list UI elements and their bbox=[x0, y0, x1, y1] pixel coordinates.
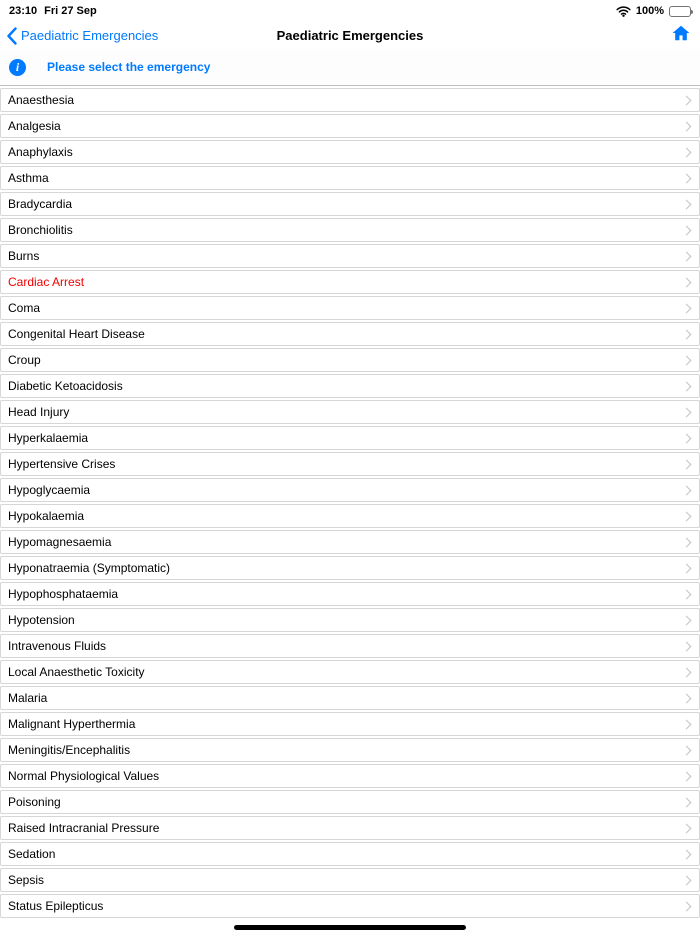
list-item[interactable] bbox=[0, 426, 700, 450]
list-item[interactable] bbox=[0, 218, 700, 242]
chevron-right-icon bbox=[682, 849, 692, 859]
list-item[interactable] bbox=[0, 140, 700, 164]
list-item-label: Congenital Heart Disease bbox=[8, 327, 145, 341]
list-item-label: Bronchiolitis bbox=[8, 223, 73, 237]
chevron-right-icon bbox=[682, 771, 692, 781]
chevron-right-icon bbox=[682, 121, 692, 131]
chevron-right-icon bbox=[682, 901, 692, 911]
list-item[interactable] bbox=[0, 348, 700, 372]
chevron-right-icon bbox=[682, 875, 692, 885]
chevron-right-icon bbox=[682, 589, 692, 599]
list-item[interactable] bbox=[0, 842, 700, 866]
emergency-list bbox=[0, 86, 700, 918]
list-item-label: Head Injury bbox=[8, 405, 70, 419]
chevron-right-icon bbox=[682, 563, 692, 573]
wifi-icon bbox=[616, 6, 631, 17]
list-item-label: Malignant Hyperthermia bbox=[8, 717, 136, 731]
chevron-right-icon bbox=[682, 485, 692, 495]
list-item[interactable] bbox=[0, 790, 700, 814]
chevron-right-icon bbox=[682, 667, 692, 677]
status-bar bbox=[0, 0, 700, 22]
home-icon bbox=[672, 25, 690, 46]
list-item[interactable] bbox=[0, 478, 700, 502]
list-item-label: Diabetic Ketoacidosis bbox=[8, 379, 123, 393]
chevron-right-icon bbox=[682, 407, 692, 417]
list-item-label: Local Anaesthetic Toxicity bbox=[8, 665, 145, 679]
list-item-label: Meningitis/Encephalitis bbox=[8, 743, 131, 757]
list-item-label: Hyperkalaemia bbox=[8, 431, 89, 445]
back-button[interactable] bbox=[6, 22, 158, 49]
chevron-right-icon bbox=[682, 199, 692, 209]
chevron-left-icon bbox=[6, 27, 17, 45]
list-item[interactable] bbox=[0, 244, 700, 268]
info-icon: i bbox=[9, 59, 26, 76]
chevron-right-icon bbox=[682, 251, 692, 261]
battery-percent: 100% bbox=[635, 5, 664, 17]
list-item[interactable] bbox=[0, 660, 700, 684]
list-item-label: Normal Physiological Values bbox=[8, 769, 160, 783]
list-item[interactable] bbox=[0, 166, 700, 190]
list-item-label: Cardiac Arrest bbox=[8, 275, 85, 289]
status-date: Fri 27 Sep bbox=[44, 5, 97, 17]
chevron-right-icon bbox=[682, 641, 692, 651]
list-item[interactable] bbox=[0, 452, 700, 476]
chevron-right-icon bbox=[682, 537, 692, 547]
list-item-label: Burns bbox=[8, 249, 40, 263]
list-item[interactable] bbox=[0, 192, 700, 216]
chevron-right-icon bbox=[682, 745, 692, 755]
chevron-right-icon bbox=[682, 329, 692, 339]
list-item[interactable] bbox=[0, 114, 700, 138]
list-item-label: Raised Intracranial Pressure bbox=[8, 821, 160, 835]
chevron-right-icon bbox=[682, 355, 692, 365]
list-item[interactable] bbox=[0, 712, 700, 736]
list-item[interactable] bbox=[0, 634, 700, 658]
list-item[interactable] bbox=[0, 400, 700, 424]
list-item-label: Croup bbox=[8, 353, 41, 367]
list-item-label: Hypertensive Crises bbox=[8, 457, 116, 471]
list-item[interactable] bbox=[0, 556, 700, 580]
list-item-label: Coma bbox=[8, 301, 41, 315]
chevron-right-icon bbox=[682, 303, 692, 313]
list-item[interactable] bbox=[0, 894, 700, 918]
chevron-right-icon bbox=[682, 147, 692, 157]
list-item[interactable] bbox=[0, 582, 700, 606]
list-item[interactable] bbox=[0, 296, 700, 320]
list-item[interactable] bbox=[0, 322, 700, 346]
list-item-label: Sepsis bbox=[8, 873, 45, 887]
page-title: Paediatric Emergencies bbox=[276, 28, 424, 43]
chevron-right-icon bbox=[682, 693, 692, 703]
list-item[interactable] bbox=[0, 608, 700, 632]
list-item[interactable] bbox=[0, 686, 700, 710]
list-item[interactable] bbox=[0, 868, 700, 892]
chevron-right-icon bbox=[682, 277, 692, 287]
list-item-label: Asthma bbox=[8, 171, 49, 185]
list-item-label: Hyponatraemia (Symptomatic) bbox=[8, 561, 171, 575]
chevron-right-icon bbox=[682, 433, 692, 443]
list-item[interactable] bbox=[0, 764, 700, 788]
list-item[interactable] bbox=[0, 88, 700, 112]
navigation-bar bbox=[0, 22, 700, 49]
list-item[interactable] bbox=[0, 374, 700, 398]
chevron-right-icon bbox=[682, 95, 692, 105]
info-banner bbox=[0, 49, 700, 86]
list-item-label: Poisoning bbox=[8, 795, 61, 809]
list-item-label: Hypokalaemia bbox=[8, 509, 85, 523]
list-item-label: Bradycardia bbox=[8, 197, 73, 211]
back-button-label: Paediatric Emergencies bbox=[21, 28, 159, 43]
chevron-right-icon bbox=[682, 823, 692, 833]
chevron-right-icon bbox=[682, 615, 692, 625]
list-item-label: Hypotension bbox=[8, 613, 75, 627]
home-indicator[interactable] bbox=[234, 925, 466, 930]
chevron-right-icon bbox=[682, 381, 692, 391]
chevron-right-icon bbox=[682, 797, 692, 807]
chevron-right-icon bbox=[682, 225, 692, 235]
status-time: 23:10 bbox=[9, 5, 38, 17]
list-item-label: Anaesthesia bbox=[8, 93, 75, 107]
list-item-label: Hypomagnesaemia bbox=[8, 535, 112, 549]
chevron-right-icon bbox=[682, 511, 692, 521]
chevron-right-icon bbox=[682, 173, 692, 183]
list-item[interactable] bbox=[0, 738, 700, 762]
list-item-label: Hypoglycaemia bbox=[8, 483, 91, 497]
list-item-label: Hypophosphataemia bbox=[8, 587, 119, 601]
list-item[interactable] bbox=[0, 530, 700, 554]
info-message: Please select the emergency bbox=[47, 60, 211, 74]
list-item[interactable] bbox=[0, 816, 700, 840]
list-item-label: Anaphylaxis bbox=[8, 145, 73, 159]
list-item[interactable] bbox=[0, 504, 700, 528]
list-item[interactable] bbox=[0, 270, 700, 294]
home-button[interactable] bbox=[672, 22, 690, 49]
chevron-right-icon bbox=[682, 459, 692, 469]
list-item-label: Intravenous Fluids bbox=[8, 639, 107, 653]
list-item-label: Sedation bbox=[8, 847, 56, 861]
battery-icon bbox=[669, 6, 691, 17]
list-item-label: Malaria bbox=[8, 691, 48, 705]
list-item-label: Analgesia bbox=[8, 119, 61, 133]
chevron-right-icon bbox=[682, 719, 692, 729]
list-item-label: Status Epilepticus bbox=[8, 899, 104, 913]
